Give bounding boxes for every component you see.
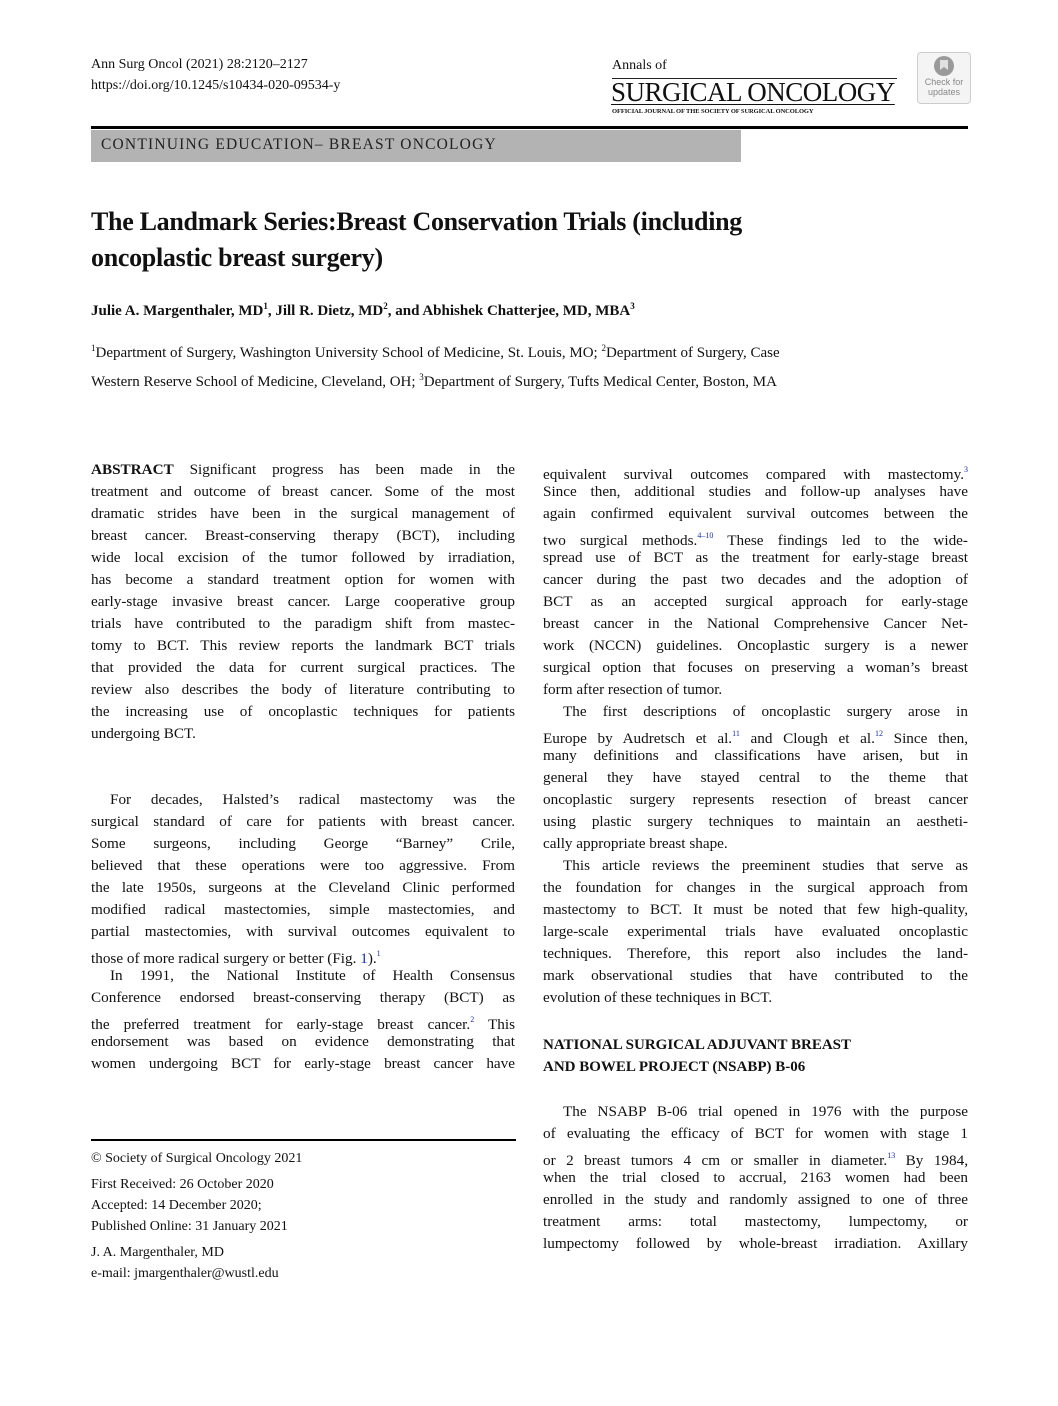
abstract-line: treatment and outcome of breast cancer. Some of the most — [91, 483, 515, 500]
body-line: form after resection of tumor. — [543, 681, 723, 698]
body-line: For decades, Halsted’s radical mastectomy was the — [110, 791, 515, 808]
body-line: modified radical mastectomies, simple mastectomies, and — [91, 901, 515, 918]
body-line: In 1991, the National Institute of Health Consensus — [110, 967, 515, 984]
citation-link[interactable]: 3 — [964, 465, 968, 474]
body-line: BCT as an accepted surgical approach for early-stage — [543, 593, 968, 610]
author: Julie A. Margenthaler, MD — [91, 303, 264, 319]
abstract-label: ABSTRACT — [91, 461, 174, 478]
abstract-line: wide local excision of the tumor followed by irradiation, — [91, 549, 515, 566]
body-line: This article reviews the preeminent studies that serve as — [563, 857, 968, 874]
citation-link[interactable]: 1 — [376, 949, 381, 958]
body-line: Europe by Audretsch et al.$^{11}$ and Clough et al.$^{12}$ Since then, — [543, 729, 969, 747]
body-line: when the trial closed to accrual, 2163 women had been — [543, 1169, 968, 1186]
body-line: endorsement was based on evidence demonstrating that — [91, 1033, 515, 1050]
citation-link[interactable]: 12 — [874, 729, 883, 738]
abstract-line: has become a standard treatment option for women with — [91, 571, 515, 588]
copyright: © Society of Surgical Oncology 2021 — [91, 1151, 303, 1166]
abstract-line: breast cancer. Breast-conserving therapy (BCT), including — [91, 527, 515, 544]
body-line: cancer during the past two decades and the adoption of — [543, 571, 968, 588]
author-list: Julie A. Margenthaler, $MD^1$, Jill R. Dietz, $MD^2$, and Abhishek Chatterjee, MD, MBA$^3$ — [91, 301, 635, 319]
body-line: cally appropriate breast shape. — [543, 835, 728, 852]
body-line: treatment arms: total mastectomy, lumpectomy, or — [543, 1213, 968, 1230]
check-for-updates-label: Check for updates — [924, 77, 964, 97]
body-line: evolution of these techniques in BCT. — [543, 989, 773, 1006]
abstract-line: trials have contributed to the paradigm shift from mastec- — [91, 615, 515, 632]
author: Jill R. Dietz, MD — [275, 303, 384, 319]
body-line: believed that these operations were too aggressive. From — [91, 857, 515, 874]
body-line: the foundation for changes in the surgical approach from — [543, 879, 968, 896]
abstract-line: ABSTRACT Significant progress has been made in the — [91, 461, 515, 478]
correspondent: J. A. Margenthaler, MD — [91, 1245, 224, 1260]
body-line: of evaluating the efficacy of BCT for women with stage 1 — [543, 1125, 968, 1142]
body-line: surgical option that focuses on preserving a woman’s breast — [543, 659, 968, 676]
body-line: general they have stayed central to the theme that — [543, 769, 968, 786]
accepted-date: Accepted: 14 December 2020; — [91, 1198, 262, 1213]
body-line: spread use of BCT as the treatment for early-stage breast — [543, 549, 968, 566]
published-date: Published Online: 31 January 2021 — [91, 1219, 288, 1234]
citation-link[interactable]: 11 — [732, 729, 740, 738]
body-line: work (NCCN) guidelines. Oncoplastic surgery is a newer — [543, 637, 968, 654]
abstract-line: review also describes the body of literature contributing to — [91, 681, 515, 698]
body-line: those of more radical surgery or better (Fig. 1).$^1$ — [91, 949, 381, 967]
journal-prefix: Annals of — [612, 58, 667, 73]
body-line: partial mastectomies, with survival outcomes equivalent to — [91, 923, 515, 940]
abstract-line: that provided the data for current surgical practices. The — [91, 659, 515, 676]
body-line: women undergoing BCT for early-stage breast cancer have — [91, 1055, 515, 1072]
check-for-updates-button[interactable] — [917, 52, 971, 104]
body-line: breast cancer in the National Comprehensive Cancer Net- — [543, 615, 968, 632]
body-line: or 2 breast tumors 4 cm or smaller in diameter.$^{13}$ By 1984, — [543, 1151, 968, 1169]
section-heading: NATIONAL SURGICAL ADJUVANT BREAST AND BOWEL PROJECT (NSABP) B-06 — [543, 1037, 851, 1075]
abstract-line: the increasing use of oncoplastic techniques for patients — [91, 703, 515, 720]
body-line: The first descriptions of oncoplastic surgery arose in — [563, 703, 968, 720]
abstract-line: dramatic strides have been in the surgical management of — [91, 505, 515, 522]
body-line: The NSABP B-06 trial opened in 1976 with the purpose — [563, 1103, 968, 1120]
header-rule — [91, 126, 968, 129]
body-line: the preferred treatment for early-stage breast cancer.$^2$ This — [91, 1015, 515, 1033]
running-header — [91, 54, 340, 96]
body-line: Since then, additional studies and follow-up analyses have — [543, 483, 968, 500]
section-label: CONTINUING EDUCATION– BREAST ONCOLOGY — [101, 136, 497, 153]
figure-link[interactable]: 1 — [360, 950, 368, 967]
body-line: Some surgeons, including George “Barney” Crile, — [91, 835, 515, 852]
body-line: equivalent survival outcomes compared with mastectomy.$^3$ — [543, 465, 968, 483]
body-line: techniques. Therefore, this report also includes the land- — [543, 945, 968, 962]
body-line: surgical standard of care for patients with breast cancer. — [91, 813, 515, 830]
citation-link[interactable]: 4–10 — [697, 531, 714, 540]
body-line: two surgical methods.$^{4-10}$ These findings led to the wide- — [543, 531, 968, 549]
body-line: lumpectomy followed by whole-breast irradiation. Axillary — [543, 1235, 968, 1252]
author: Abhishek Chatterjee, MD, MBA — [422, 303, 631, 319]
body-line: the late 1950s, surgeons at the Cleveland Clinic performed — [91, 879, 515, 896]
affiliations: $^1$Department of Surgery, Washington University School of Medicine, St. Louis, MO; $^2$Department of Surgery, Case Western Reserve School of Medicine, Cleveland, OH; $^3$Department of Surgery, Tufts Medical Center, Boston, MA — [91, 343, 780, 390]
body-line: many definitions and classifications have arisen, but in — [543, 747, 968, 764]
body-line: mastectomy to BCT. It must be noted that few high-quality, — [543, 901, 968, 918]
abstract-line: tomy to BCT. This review reports the landmark BCT trials — [91, 637, 515, 654]
abstract-line: early-stage invasive breast cancer. Large cooperative group — [91, 593, 515, 610]
bookmark-circle-icon — [934, 56, 954, 76]
body-line: using plastic surgery techniques to maintain an aestheti- — [543, 813, 968, 830]
body-line: enrolled in the study and randomly assigned to one of three — [543, 1191, 968, 1208]
body-line: large-scale experimental trials have evaluated oncoplastic — [543, 923, 968, 940]
citation-link[interactable]: 13 — [887, 1151, 896, 1160]
journal-subtitle: OFFICIAL JOURNAL OF THE SOCIETY OF SURGICAL ONCOLOGY — [612, 108, 814, 115]
body-line: mark observational studies that have contributed to the — [543, 967, 968, 984]
citation: Ann Surg Oncol (2021) 28:2120–2127 — [91, 57, 308, 72]
footnote-rule — [91, 1139, 516, 1141]
body-line: again confirmed equivalent survival outcomes between the — [543, 505, 968, 522]
body-line: Conference endorsed breast-conserving therapy (BCT) as — [91, 989, 515, 1006]
article-title: The Landmark Series:Breast Conservation Trials (including oncoplastic breast surgery) — [91, 207, 743, 272]
journal-name: SURGICAL ONCOLOGY — [611, 77, 895, 107]
body-line: oncoplastic surgery represents resection of breast cancer — [543, 791, 968, 808]
citation-link[interactable]: 2 — [470, 1015, 475, 1024]
received-date: First Received: 26 October 2020 — [91, 1177, 274, 1192]
email-link[interactable]: e-mail: jmargenthaler@wustl.edu — [91, 1266, 279, 1281]
doi-link[interactable]: https://doi.org/10.1245/s10434-020-09534-y — [91, 78, 341, 93]
abstract-line: undergoing BCT. — [91, 725, 196, 742]
